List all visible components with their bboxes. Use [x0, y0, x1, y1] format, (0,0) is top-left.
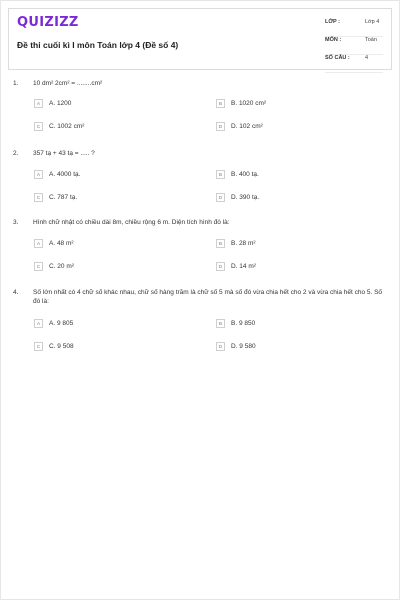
option-text: A. 4000 tạ.: [49, 171, 81, 178]
option-letter-box: B: [216, 170, 225, 179]
meta-label: LỚP :: [325, 19, 340, 25]
option-text: A. 1200: [49, 100, 72, 107]
option-text: D. 390 tạ.: [231, 194, 260, 201]
meta-value: Toán: [365, 37, 377, 43]
option-text: D. 102 cm²: [231, 123, 263, 130]
option-letter-box: B: [216, 99, 225, 108]
option-letter-box: A: [34, 99, 43, 108]
answer-option[interactable]: [34, 342, 74, 351]
option-letter-box: B: [216, 239, 225, 248]
option-text: B. 1020 cm²: [231, 100, 267, 107]
option-letter-box: D: [216, 262, 225, 271]
option-text: C. 787 tạ.: [49, 194, 78, 201]
answer-option[interactable]: [34, 319, 73, 328]
question-number: 3.: [13, 219, 19, 226]
option-text: B. 400 tạ.: [231, 171, 259, 178]
meta-value: 4: [365, 55, 369, 61]
option-text: D. 14 m²: [231, 263, 256, 270]
option-letter-box: D: [216, 193, 225, 202]
worksheet-header: [8, 8, 392, 70]
answer-option[interactable]: [216, 319, 255, 328]
option-letter-box: B: [216, 319, 225, 328]
option-letter-box: A: [34, 319, 43, 328]
answer-option[interactable]: [34, 170, 80, 179]
worksheet-title: Đề thi cuối kì I môn Toán lớp 4 (Đề số 4): [17, 40, 179, 50]
answer-option[interactable]: [216, 99, 266, 108]
meta-row-count: [325, 55, 383, 73]
question-number: 2.: [13, 150, 19, 157]
quizizz-logo: QUIZIZZ: [17, 15, 79, 30]
answer-option[interactable]: [216, 170, 259, 179]
option-text: D. 9 580: [231, 343, 256, 350]
answer-option[interactable]: [216, 122, 263, 131]
question-text: 10 dm² 2cm² = ........cm²: [33, 80, 103, 87]
answer-option[interactable]: [34, 193, 77, 202]
option-text: B. 28 m²: [231, 240, 256, 247]
option-text: A. 48 m²: [49, 240, 74, 247]
answer-option[interactable]: [34, 239, 74, 248]
meta-label: MÔN :: [325, 37, 342, 43]
meta-value: Lớp 4: [365, 19, 380, 25]
option-text: C. 1002 cm²: [49, 123, 85, 130]
option-letter-box: A: [34, 239, 43, 248]
question-text: 357 tạ + 43 tạ = ..... ?: [33, 150, 95, 157]
option-letter-box: A: [34, 170, 43, 179]
option-text: C. 20 m²: [49, 263, 74, 270]
option-letter-box: C: [34, 122, 43, 131]
option-text: B. 9 850: [231, 320, 256, 327]
option-letter-box: C: [34, 262, 43, 271]
answer-option[interactable]: [216, 262, 256, 271]
question-text: Số lớn nhất có 4 chữ số khác nhau, chữ số hàng trăm là chữ số 5 mà số đó vừa chia hết cho 2 và vừa chia hết cho 5. Số đó là:: [33, 289, 383, 305]
option-letter-box: C: [34, 193, 43, 202]
worksheet-meta: [325, 19, 383, 73]
answer-option[interactable]: [34, 122, 84, 131]
option-letter-box: D: [216, 122, 225, 131]
answer-option[interactable]: [216, 342, 256, 351]
answer-option[interactable]: [34, 99, 71, 108]
option-text: A. 9 805: [49, 320, 74, 327]
question-number: 1.: [13, 80, 19, 87]
option-letter-box: C: [34, 342, 43, 351]
question-number: 4.: [13, 289, 19, 296]
question-text: Hình chữ nhật có chiều dài 8m, chiều rộng 6 m. Diện tích hình đó là:: [33, 219, 230, 226]
answer-option[interactable]: [34, 262, 74, 271]
meta-label: SỐ CÂU :: [325, 55, 350, 61]
option-letter-box: D: [216, 342, 225, 351]
option-text: C. 9 508: [49, 343, 74, 350]
answer-option[interactable]: [216, 193, 259, 202]
meta-row-subject: [325, 37, 383, 55]
answer-option[interactable]: [216, 239, 256, 248]
meta-row-grade: [325, 19, 383, 37]
